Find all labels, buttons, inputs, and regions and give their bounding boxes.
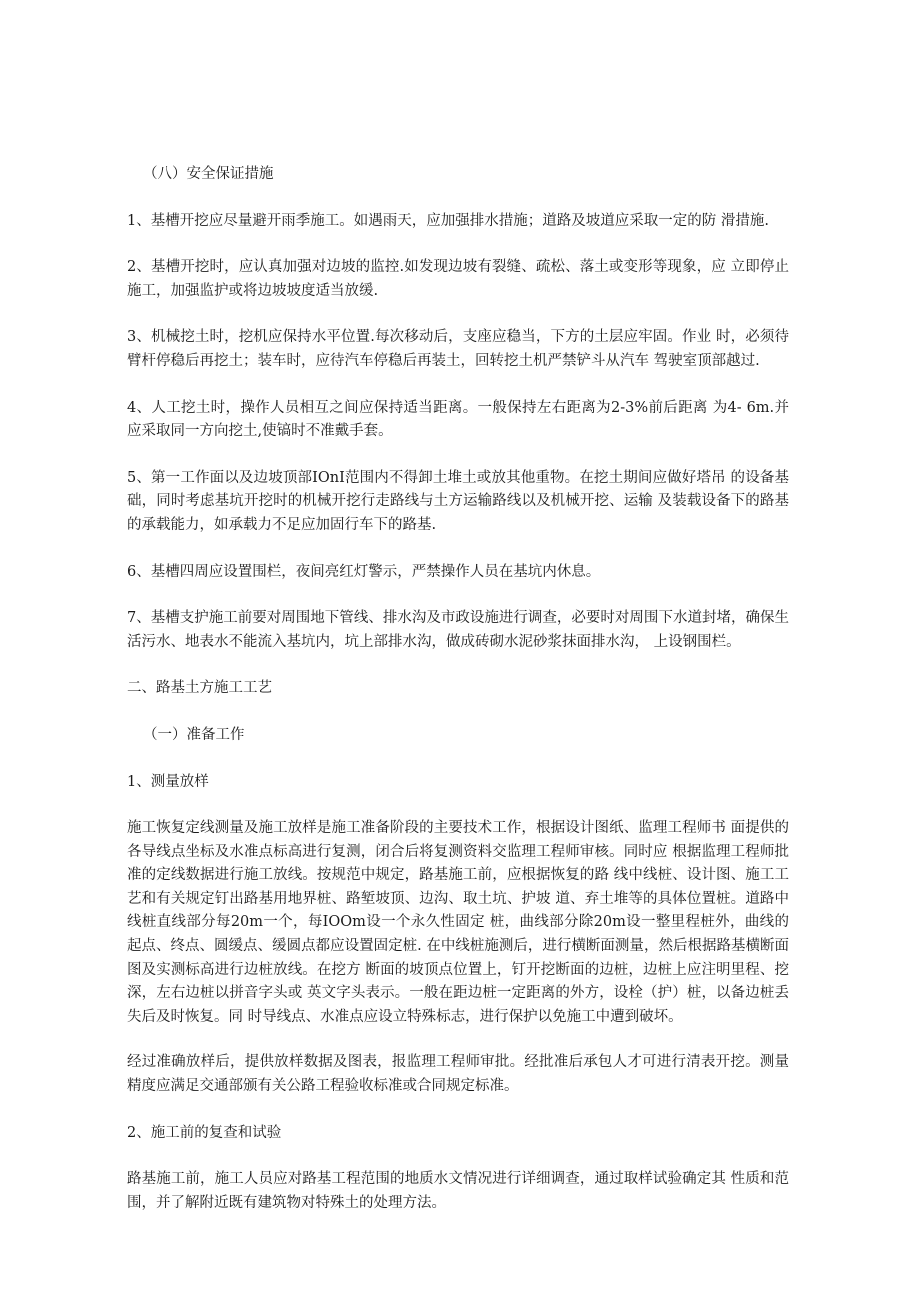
- paragraph-safety-3: 3、机械挖土时，挖机应保持水平位置.每次移动后，支座应稳当，下方的土层应牢固。作业 时，必须待臂杆停稳后再挖土；装车时，应待汽车停稳后再装土，回转挖土机严禁铲斗从汽车 驾驶室顶部越过.: [127, 329, 789, 369]
- paragraph-preconstruction-review: 路基施工前，施工人员应对路基工程范围的地质水文情况进行详细调查，通过取样试验确定其 性质和范围，并了解附近既有建筑物对特殊土的处理方法。: [127, 1171, 789, 1211]
- subsection-heading-preparation: （一）准备工作: [143, 726, 245, 743]
- item-heading-preconstruction-review: 2、施工前的复查和试验: [127, 1124, 282, 1141]
- paragraph-survey-approval: 经过准确放样后，提供放样数据及图表，报监理工程师审批。经批准后承包人才可进行清表开挖。测量精度应满足交通部颁有关公路工程验收标准或合同规定标准。: [127, 1054, 789, 1095]
- paragraph-safety-2: 2、基槽开挖时，应认真加强对边坡的监控.如发现边坡有裂缝、疏松、落土或变形等现象，应 立即停止施工，加强监护或将边坡坡度适当放缓.: [127, 259, 789, 299]
- paragraph-survey-details: 施工恢复定线测量及施工放样是施工准备阶段的主要技术工作，根据设计图纸、监理工程师书 面提供的各导线点坐标及水准点标高进行复测，闭合后将复测资料交监理工程师审核。同时应 根据监理工程师批准的定线数据进行施工放线。按规范中规定，路基施工前，应根据恢复的路 线中线桩、设计图、施工工艺和有关规定钉出路基用地界桩、路堑坡顶、边沟、取土坑、护坡 道、弃土堆等的具体位置桩。道路中线桩直线部分每20m一个，每IOOm设一个永久性固定 桩，曲线部分除20m设一整里程桩外，曲线的起点、终点、圆缓点、缓圆点都应设置固定桩. 在中线桩施测后，进行横断面测量，然后根据路基横断面图及实测标高进行边桩放线。在挖方 断面的坡顶点位置上，钉开挖断面的边桩，边桩上应注明里程、挖深，左右边桩以拼音字头或 英文字头表示。一般在距边桩一定距离的外方，设栓（护）桩，以备边桩丢失后及时恢复。同 时导线点、水准点应设立特殊标志，进行保护以免施工中遭到破坏。: [127, 820, 789, 1025]
- paragraph-safety-1: 1、基槽开挖应尽量避开雨季施工。如遇雨天，应加强排水措施；道路及坡道应采取一定的防 滑措施.: [127, 212, 769, 229]
- section-heading-safety-measures: （八）安全保证措施: [143, 166, 274, 182]
- paragraph-safety-4: 4、人工挖土时，操作人员相互之间应保持适当距离。一般保持左右距离为2-3%前后距离 为4- 6m.并应采取同一方向挖土,使镐时不准戴手套。: [127, 399, 789, 440]
- paragraph-safety-7: 7、基槽支护施工前要对周围地下管线、排水沟及市政设施进行调查，必要时对周围下水道封堵，确保生活污水、地表水不能流入基坑内，坑上部排水沟，做成砖砌水泥砂浆抹面排水沟， 上设钢围栏。: [127, 610, 789, 650]
- paragraph-safety-6: 6、基槽四周应设置围栏，夜间亮红灯警示，严禁操作人员在基坑内休息。: [127, 563, 601, 580]
- section-heading-roadbed-earthwork: 二、路基土方施工工艺: [127, 680, 272, 697]
- item-heading-survey-layout: 1、测量放样: [127, 773, 209, 790]
- paragraph-safety-5: 5、第一工作面以及边坡顶部IOnI范围内不得卸土堆土或放其他重物。在挖土期间应做好塔吊 的设备基础，同时考虑基坑开挖时的机械开挖行走路线与土方运输路线以及机械开挖、运输 及装载设备下的路基的承载能力，如承载力不足应加固行车下的路基.: [127, 469, 789, 533]
- document-body: [127, 163, 789, 1238]
